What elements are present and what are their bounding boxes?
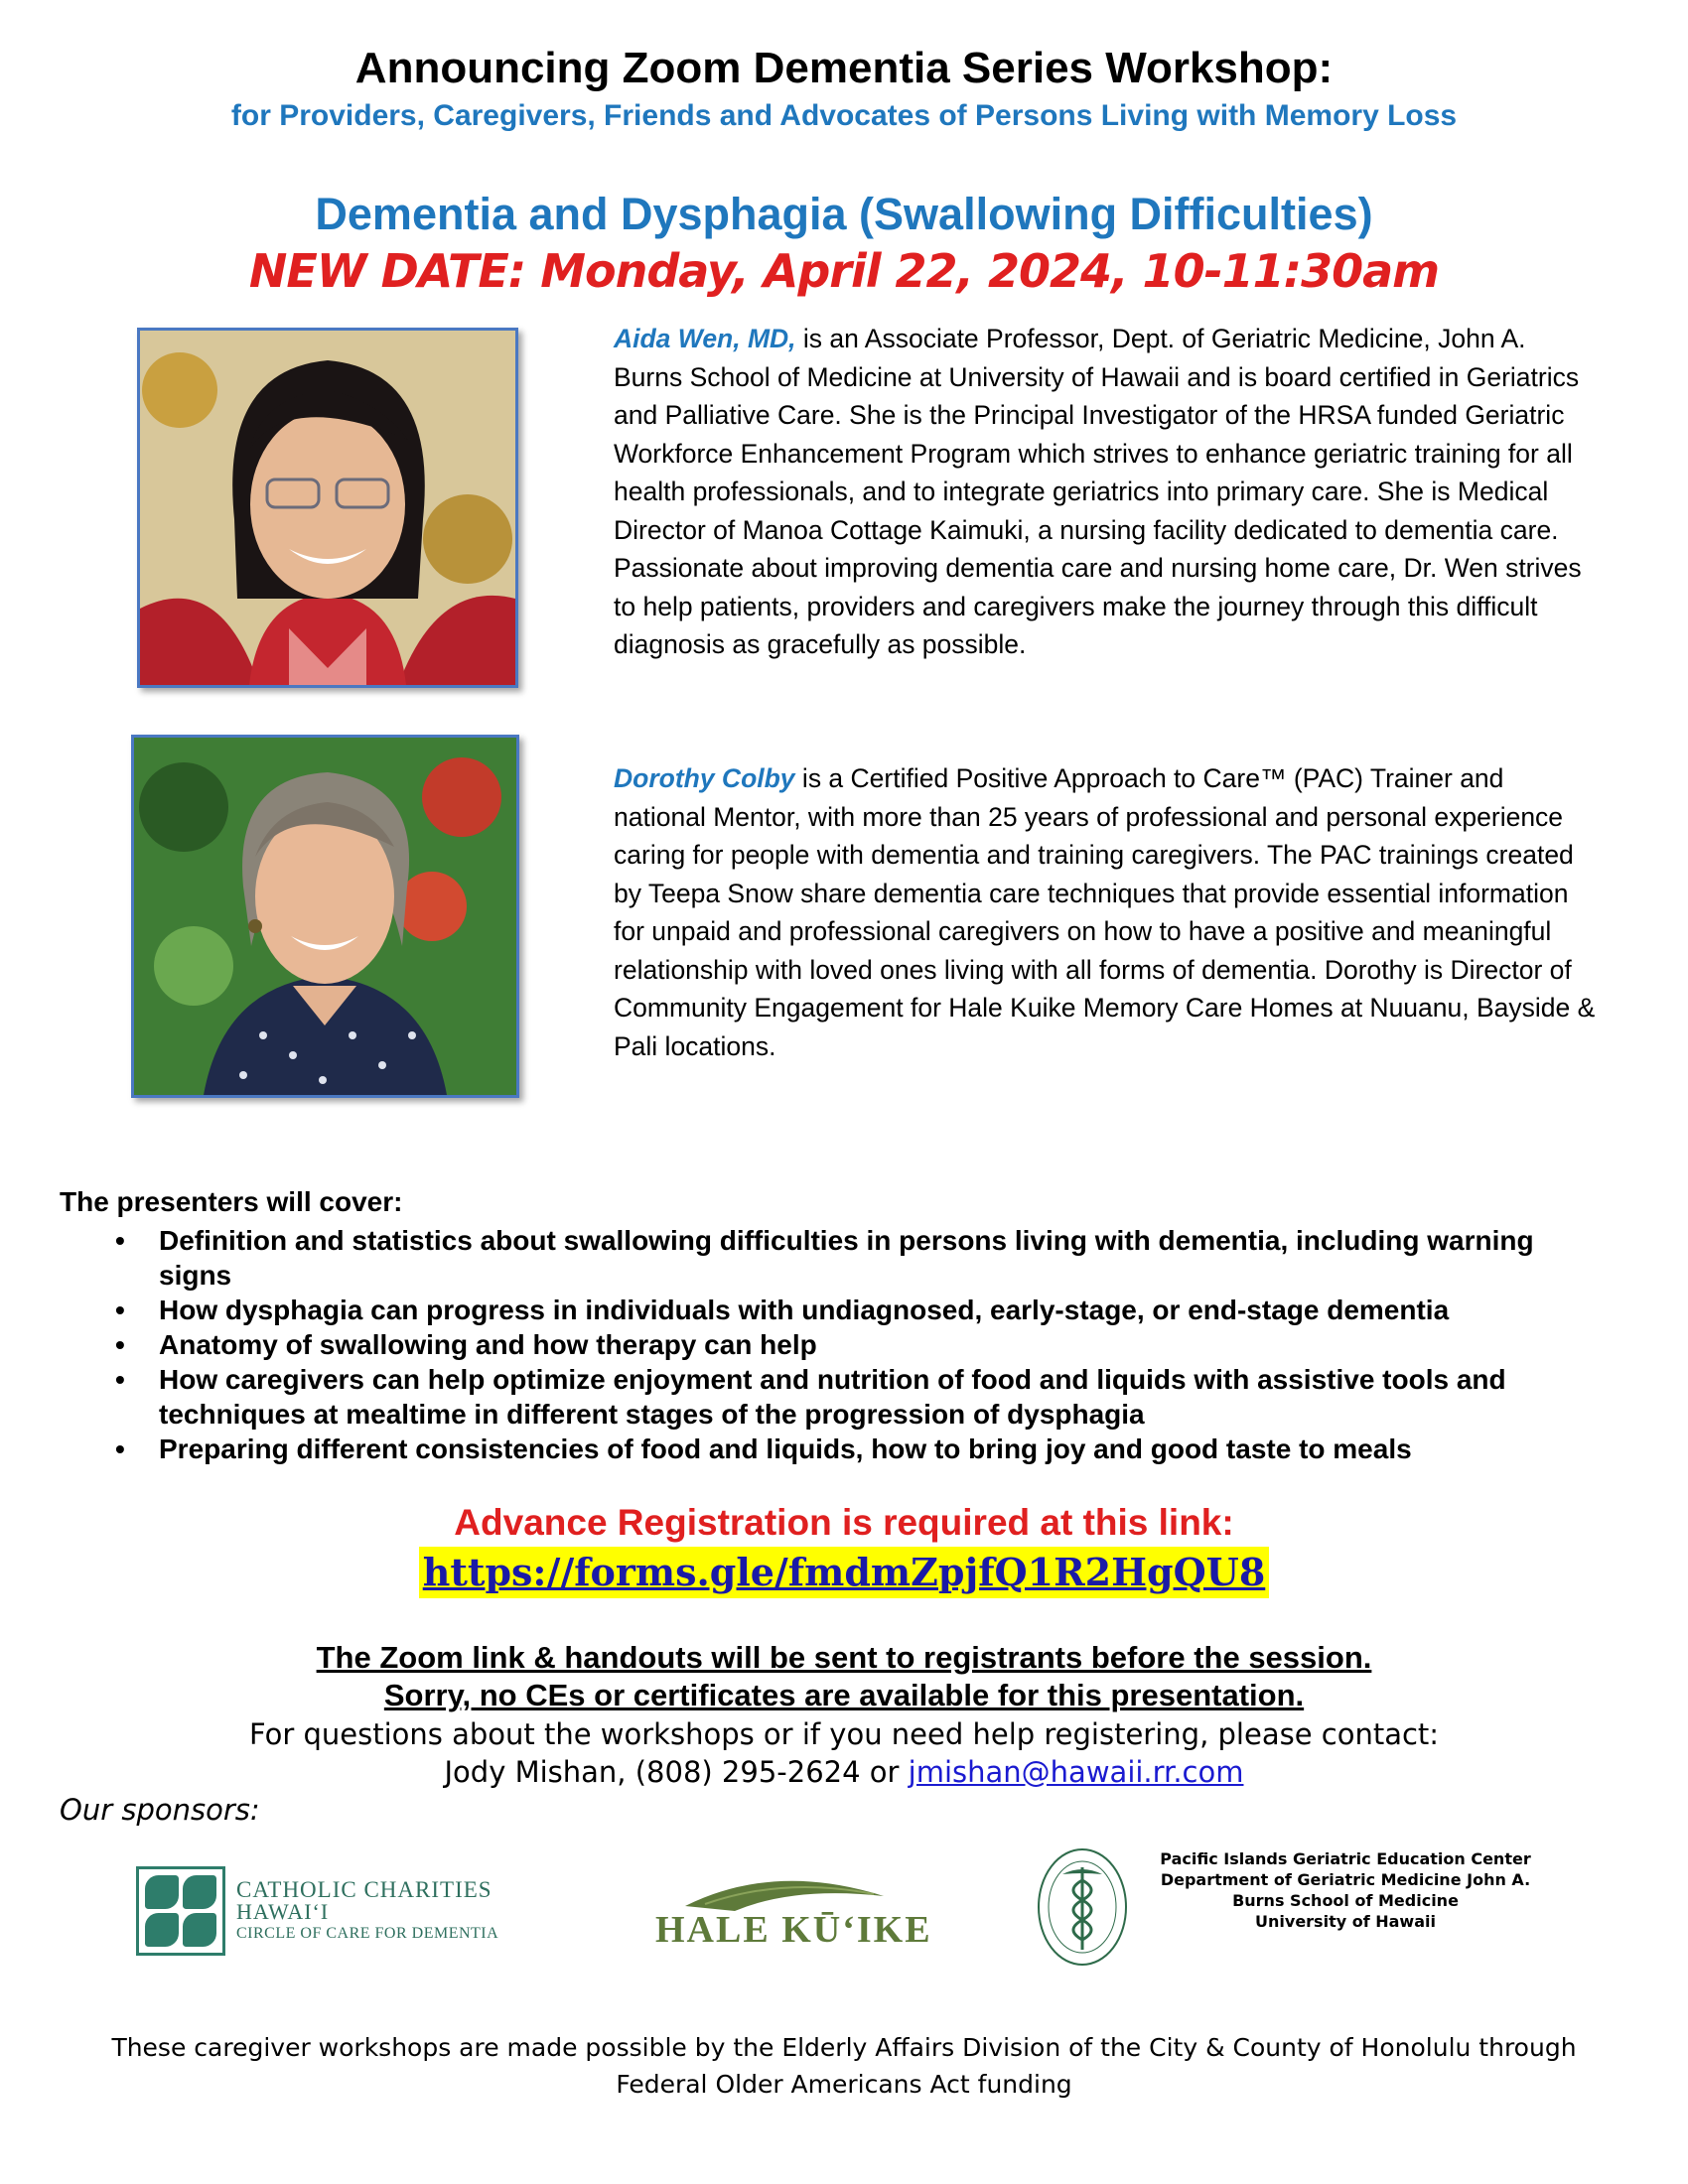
list-item: • Anatomy of swallowing and how therapy can help bbox=[60, 1327, 1609, 1362]
workshop-date: NEW DATE: Monday, April 22, 2024, 10-11:30am bbox=[248, 244, 1440, 298]
footer-line2: Federal Older Americans Act funding bbox=[616, 2070, 1072, 2099]
registration-link[interactable]: https://forms.gle/fmdmZpjfQ1R2HgQU8 bbox=[419, 1547, 1270, 1598]
presenter-bio-text: is an Associate Professor, Dept. of Geriatric Medicine, John A. Burns School of Medicine at University of Hawaii and is board certified in Geriatrics and Palliative Care. She is the Principal Investigator of the HRSA funded Geriatric Workforce Enhancement Program which strives to enhance geriatric training for all health professionals, and to integrate geriatrics into primary care. She is Medical Director of Manoa Cottage Kaimuki, a nursing facility dedicated to dementia care. Passionate about improving dementia care and nursing home care, Dr. Wen strives to help patients, providers and caregivers make the journey through this difficult diagnosis as gracefully as possible. bbox=[614, 324, 1582, 659]
presenter-bio-aida-wen bbox=[614, 320, 1597, 664]
registration-link-wrapper bbox=[0, 1547, 1688, 1598]
hale-kuike-wordmark: HALE KŪ‘IKE bbox=[655, 1909, 932, 1951]
footer-line1: These caregiver workshops are made possible by the Elderly Affairs Division of the City & County of Honolulu through bbox=[111, 2033, 1577, 2062]
contact-name-phone: Jody Mishan, (808) 295-2624 or bbox=[444, 1755, 909, 1789]
page-title: Announcing Zoom Dementia Series Workshop: bbox=[354, 44, 1334, 92]
contact-email-link[interactable]: jmishan@hawaii.rr.com bbox=[908, 1755, 1244, 1789]
cc-line3: CIRCLE OF CARE FOR DEMENTIA bbox=[236, 1925, 499, 1942]
list-item: • Definition and statistics about swallowing difficulties in persons living with dementia, including warning signs bbox=[60, 1223, 1609, 1293]
registration-heading: Advance Registration is required at this link: bbox=[454, 1502, 1234, 1543]
presenter-photo-dorothy-colby bbox=[131, 735, 519, 1098]
workshop-topic: Dementia and Dysphagia (Swallowing Difficulties) bbox=[315, 189, 1373, 239]
jabsom-seal-icon bbox=[1033, 1843, 1132, 1972]
cover-heading: The presenters will cover: bbox=[60, 1186, 403, 1217]
page-subtitle: for Providers, Caregivers, Friends and Advocates of Persons Living with Memory Loss bbox=[230, 99, 1458, 132]
contact-intro: For questions about the workshops or if you need help registering, please contact: bbox=[248, 1717, 1440, 1751]
zoom-link-note: The Zoom link & handouts will be sent to registrants before the session. bbox=[316, 1640, 1372, 1675]
presenter-name: Aida Wen, MD, bbox=[614, 324, 796, 353]
pigec-text bbox=[1147, 1848, 1544, 1932]
presenter-name: Dorothy Colby bbox=[614, 763, 795, 793]
cc-line2: HAWAI‘I bbox=[236, 1899, 330, 1924]
pigec-line: Department of Geriatric Medicine John A. bbox=[1160, 1870, 1531, 1889]
list-item: • How dysphagia can progress in individuals with undiagnosed, early-stage, or end-stage dementia bbox=[60, 1293, 1609, 1327]
presenter-bio-text: is a Certified Positive Approach to Care™ (PAC) Trainer and national Mentor, with more than 25 years of professional and personal experience caring for people with dementia and training caregivers. The PAC trainings created by Teepa Snow share dementia care techniques that provide essential information for unpaid and professional caregivers on how to have a positive and meaningful relationship with loved ones living with all forms of dementia. Dorothy is Director of Community Engagement for Hale Kuike Memory Care Homes at Nuuanu, Bayside & Pali locations. bbox=[614, 763, 1596, 1061]
sponsors-label: Our sponsors: bbox=[60, 1793, 260, 1827]
cover-list bbox=[60, 1223, 1609, 1466]
presenter-photo-aida-wen bbox=[137, 328, 518, 688]
pigec-line: Pacific Islands Geriatric Education Center bbox=[1160, 1849, 1531, 1868]
list-item: • How caregivers can help optimize enjoyment and nutrition of food and liquids with assistive tools and techniques at mealtime in different stages of the progression of dysphagia bbox=[60, 1362, 1609, 1432]
no-ce-note: Sorry, no CEs or certificates are available for this presentation. bbox=[383, 1678, 1305, 1712]
pigec-line: Burns School of Medicine bbox=[1232, 1891, 1459, 1910]
catholic-charities-logo-icon bbox=[136, 1866, 225, 1956]
contact-details bbox=[0, 1755, 1688, 1789]
funding-footer bbox=[0, 2029, 1688, 2103]
catholic-charities-wordmark bbox=[236, 1879, 498, 1945]
presenter-bio-dorothy-colby bbox=[614, 759, 1597, 1065]
cc-line1: CATHOLIC CHARITIES bbox=[236, 1877, 492, 1902]
pigec-line: University of Hawaii bbox=[1255, 1912, 1436, 1931]
list-item: • Preparing different consistencies of food and liquids, how to bring joy and good taste to meals bbox=[60, 1432, 1609, 1466]
